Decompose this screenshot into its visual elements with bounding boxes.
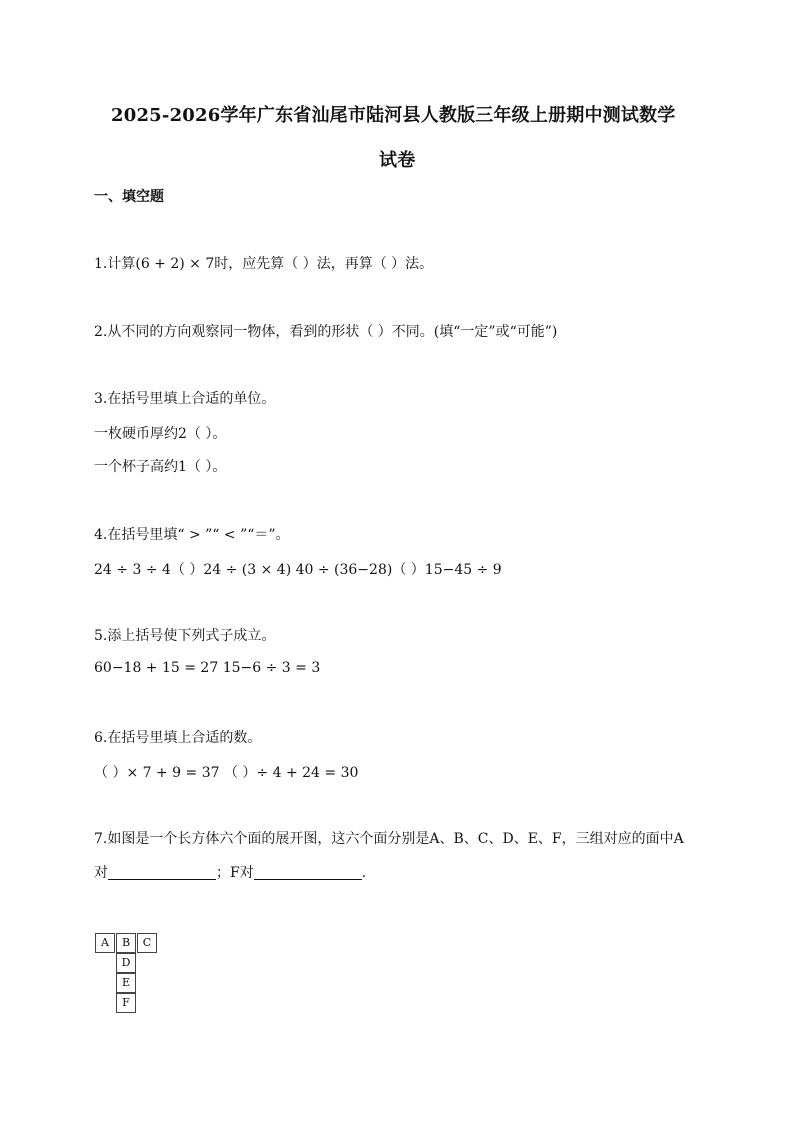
question-6-stem: 6.在括号里填上合适的数。	[94, 730, 262, 746]
net-face-c: C	[137, 933, 157, 953]
question-2: 2.从不同的方向观察同一物体，看到的形状（ ）不同。(填“一定”或“可能”)	[94, 324, 558, 340]
question-7-mid: ；F对	[216, 865, 254, 881]
question-7-pre: 对	[94, 865, 108, 881]
page-title-line2: 试卷	[379, 150, 416, 171]
net-face-d: D	[116, 953, 136, 973]
question-7-end: .	[361, 865, 367, 881]
cuboid-net-figure	[95, 933, 165, 1023]
net-face-b: B	[116, 933, 136, 953]
net-face-a: A	[95, 933, 115, 953]
question-6-line: （ ）× 7 + 9 = 37 （ ）÷ 4 + 24 = 30	[94, 765, 359, 781]
question-7-stem: 7.如图是一个长方体六个面的展开图，这六个面分别是A、B、C、D、E、F，三组对应的面中A	[94, 831, 684, 847]
question-3-item-a: 一枚硬币厚约2（ ）。	[94, 426, 227, 442]
page-title-line1: 2025-2026学年广东省汕尾市陆河县人教版三年级上册期中测试数学	[111, 105, 676, 126]
question-1: 1.计算(6 + 2) × 7时，应先算（ ）法，再算（ ）法。	[94, 256, 434, 272]
question-5-line: 60−18 + 15 = 27 15−6 ÷ 3 = 3	[94, 660, 321, 676]
section-heading-fill-blank: 一、填空题	[94, 189, 164, 205]
question-5-stem: 5.添上括号使下列式子成立。	[94, 628, 276, 644]
net-face-e: E	[116, 973, 136, 993]
answer-blank-f[interactable]	[254, 865, 362, 880]
question-4-line: 24 ÷ 3 ÷ 4（ ）24 ÷ (3 × 4) 40 ÷ (36−28)（ ）15−45 ÷ 9	[94, 562, 502, 578]
answer-blank-a[interactable]	[108, 865, 216, 880]
question-3-item-b: 一个杯子高约1（ ）。	[94, 459, 227, 475]
net-face-f: F	[116, 993, 136, 1013]
question-4-stem: 4.在括号里填“ > ”“ < ”“＝”。	[94, 527, 290, 543]
question-7-answer-line	[94, 862, 366, 882]
question-3-stem: 3.在括号里填上合适的单位。	[94, 391, 276, 407]
